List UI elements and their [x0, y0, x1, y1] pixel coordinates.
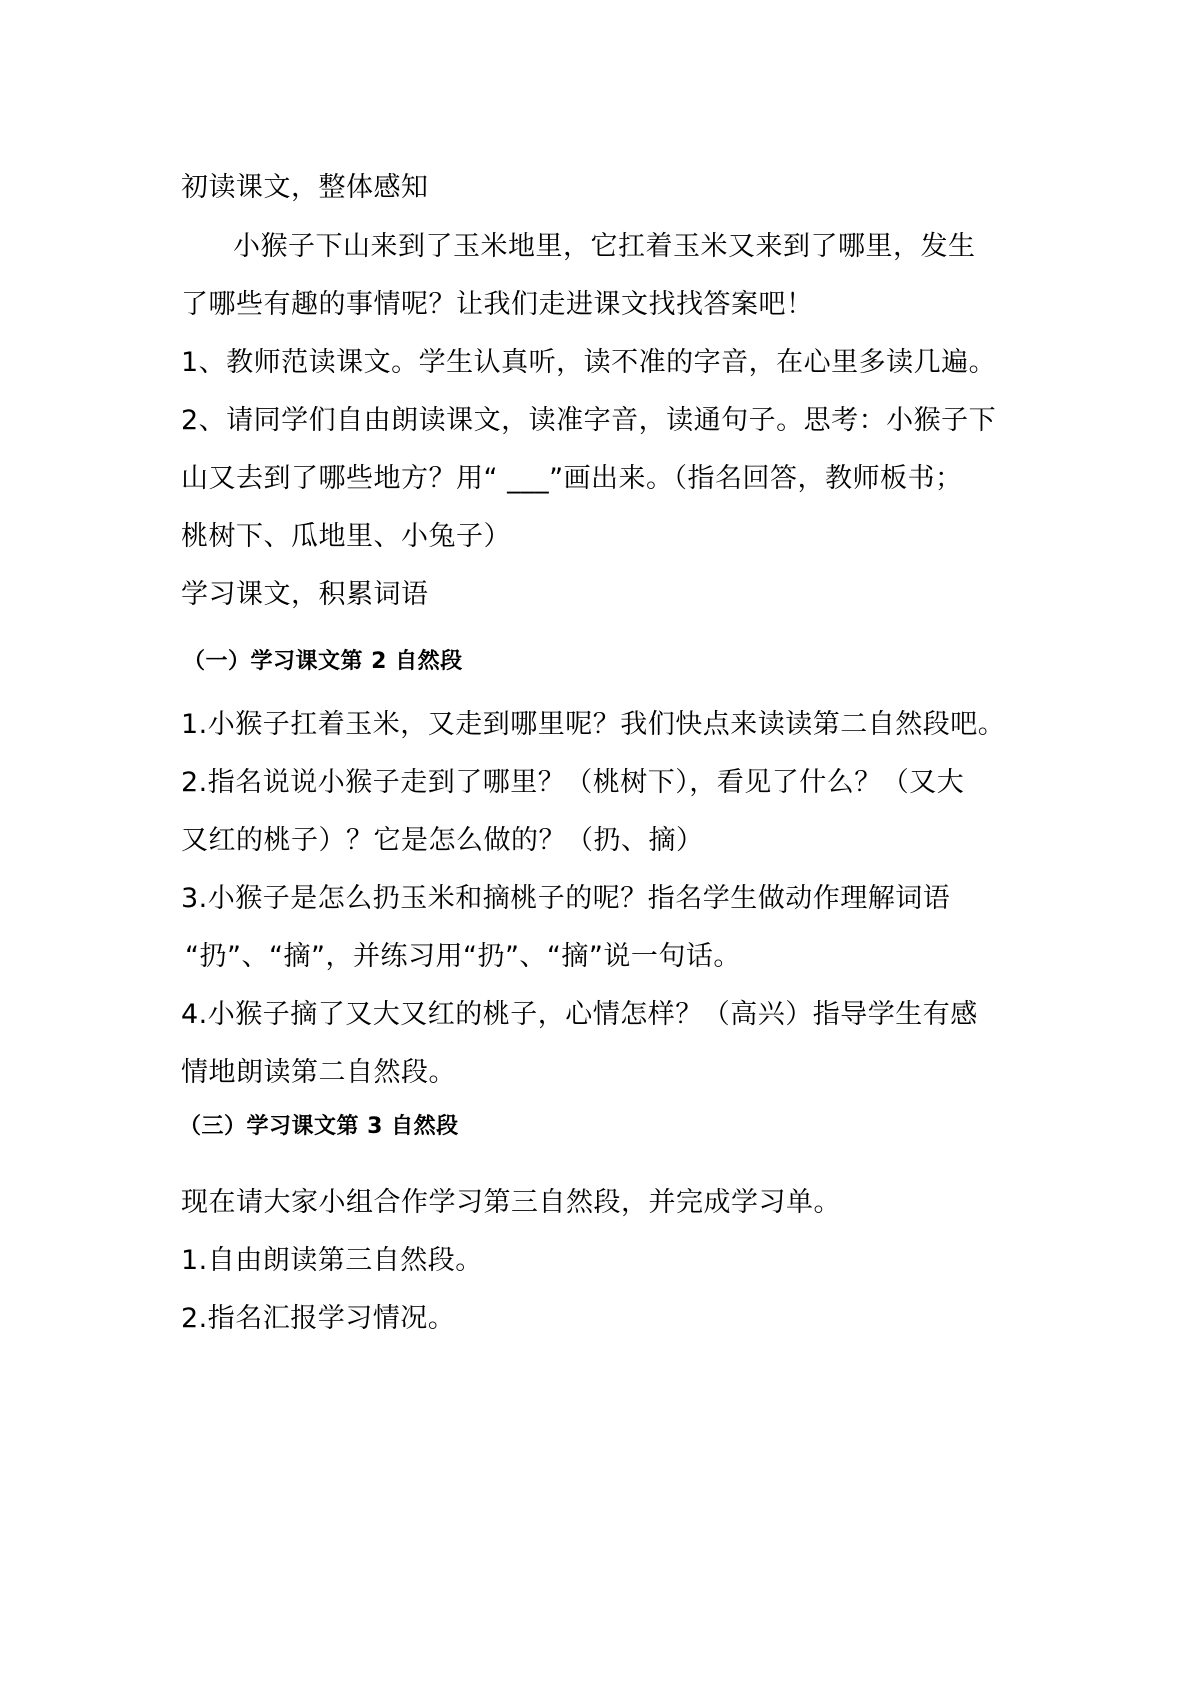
task-2-report: 2.指名汇报学习情况。 [181, 1303, 456, 1334]
question-2-line-1: 2.指名说说小猴子走到了哪里？（桃树下），看见了什么？（又大 [181, 767, 965, 798]
section-heading-study-text: 学习课文，积累词语 [181, 579, 429, 610]
question-3-line-1: 3.小猴子是怎么扔玉米和摘桃子的呢？指名学生做动作理解词语 [181, 883, 951, 914]
paragraph-intro-line-1: 小猴子下山来到了玉米地里，它扛着玉米又来到了哪里，发生 [233, 231, 976, 262]
subheading-paragraph-2: （一）学习课文第 2 自然段 [183, 649, 463, 674]
question-1: 1.小猴子扛着玉米，又走到哪里呢？我们快点来读读第二自然段吧。 [181, 709, 1006, 740]
task-1-free-reading: 1.自由朗读第三自然段。 [181, 1245, 483, 1276]
question-2-line-2: 又红的桃子）？它是怎么做的？（扔、摘） [181, 825, 704, 856]
group-work-instruction: 现在请大家小组合作学习第三自然段，并完成学习单。 [181, 1187, 841, 1218]
step-1-teacher-reading: 1、教师范读课文。学生认真听，读不准的字音，在心里多读几遍。 [181, 347, 997, 378]
step-2-line-3: 桃树下、瓜地里、小兔子） [181, 521, 511, 552]
question-4-line-1: 4.小猴子摘了又大又红的桃子，心情怎样？（高兴）指导学生有感 [181, 999, 978, 1030]
paragraph-intro-line-2: 了哪些有趣的事情呢？让我们走进课文找找答案吧！ [181, 289, 814, 320]
subheading-paragraph-3: （三）学习课文第 3 自然段 [179, 1114, 459, 1139]
section-heading-first-reading: 初读课文，整体感知 [181, 172, 429, 203]
step-2-line-1: 2、请同学们自由朗读课文，读准字音，读通句子。思考：小猴子下 [181, 405, 997, 436]
question-3-line-2: “扔”、“摘”，并练习用“扔”、“摘”说一句话。 [185, 941, 741, 972]
question-4-line-2: 情地朗读第二自然段。 [181, 1057, 456, 1088]
step-2-line-2: 山又去到了哪些地方？用“ ___”画出来。（指名回答，教师板书； [181, 463, 963, 494]
